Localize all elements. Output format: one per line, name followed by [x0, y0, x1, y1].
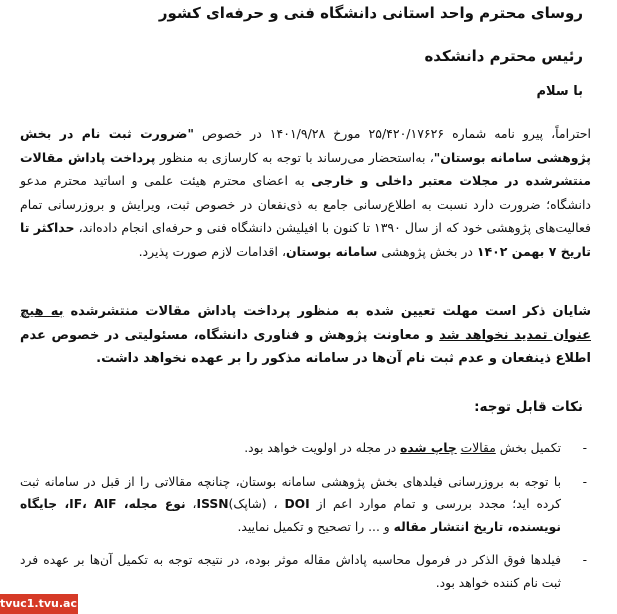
note-text: فیلدها فوق الذکر در فرمول محاسبه پاداش مقاله موثر بوده، در نتیجه توجه به تکمیل آن‌ها بر عهده فرد ثبت نام کننده خواهد بود.	[20, 553, 561, 590]
notes-list	[20, 437, 587, 605]
note-text: در مجله در اولویت خواهد بود.	[244, 441, 401, 455]
paragraph-warning-text: و معاونت پژوهش و فناوری دانشگاه، مسئولیتی در خصوص عدم اطلاع ذینفعان و عدم ثبت نام آن‌ها در سامانه مذکور را بر عهده نخواهد داشت.	[20, 327, 591, 366]
articles-word: مقالات	[460, 441, 496, 455]
journal-fields-phrase: نوع مجله، IF، AIF، جایگاه نویسنده، تاریخ انتشار مقاله	[20, 497, 561, 534]
doi-term: DOI	[284, 497, 310, 511]
site-watermark: tvuc1.tvu.ac.ir	[0, 594, 78, 614]
issn-term: ISSN	[196, 497, 229, 511]
addressee-heading: روسای محترم واحد استانی دانشگاه فنی و حرفه‌ای کشور	[158, 4, 583, 22]
note-text: ، (شاپک)	[228, 497, 285, 511]
paragraph-main-text: احتراماً، پیرو نامه شماره ۲۵/۴۲۰/۱۷۶۲۶ مورخ ۱۴۰۱/۹/۲۸ در خصوص	[194, 126, 591, 141]
note-item	[20, 471, 587, 539]
published-phrase: چاپ شده	[400, 441, 457, 455]
note-text: و ... را تصحیح و تکمیل نمایید.	[237, 519, 394, 534]
note-text: ،	[185, 497, 197, 511]
note-item	[20, 437, 587, 460]
paragraph-main-text: ، اقدامات لازم صورت پذیرد.	[138, 243, 286, 259]
paragraph-main-text: به اعضای محترم هیئت علمی و اساتید محترم مدعو دانشگاه؛ ضرورت دارد نسبت به اطلاع‌رسانی جامع به ذی‌نفعان در خصوص ثبت، ویرایش و بروزرسانی تمام فعالیت‌های پژوهشی خود که از سال ۱۳۹۰ تا کنون با افیلیشن دانشگاه فنی و حرفه‌ای انجام داده‌اند،	[20, 173, 591, 236]
dean-heading: رئیس محترم دانشکده	[424, 47, 583, 65]
paragraph-main-text: در بخش پژوهشی	[377, 243, 477, 259]
greeting: با سلام	[536, 84, 583, 99]
no-extension-phrase: به هیچ عنوان تمدید نخواهد شد	[20, 304, 592, 343]
paragraph-main-text: ، به‌استحضار می‌رساند با توجه به کارسازی به منظور	[155, 149, 434, 165]
paragraph-main	[20, 122, 591, 264]
paragraph-warning	[20, 300, 591, 371]
boostan-system-name: سامانه بوستان	[286, 243, 378, 259]
notes-title: نکات قابل توجه:	[474, 399, 583, 415]
deadline-date: حداکثر تا تاریخ ۷ بهمن ۱۴۰۲	[20, 220, 591, 259]
note-text: تکمیل بخش	[495, 441, 561, 455]
reward-payment-phrase: پرداخت پاداش مقالات منتشرشده در مجلات معتبر داخلی و خارجی	[20, 149, 591, 189]
note-item	[20, 549, 587, 594]
paragraph-warning-text: شایان ذکر است مهلت تعیین شده به منظور پرداخت پاداش مقالات منتشرشده	[63, 304, 591, 319]
note-text: با توجه به بروزرسانی فیلدهای بخش پژوهشی سامانه بوستان، چنانچه مقالاتی را از قبل در سامانه ثبت کرده اید؛ مجدد بررسی و تمام موارد اعم از	[20, 474, 562, 511]
boostan-registration-title: "ضرورت ثبت نام در بخش پژوهشی سامانه بوستان"	[20, 126, 591, 165]
